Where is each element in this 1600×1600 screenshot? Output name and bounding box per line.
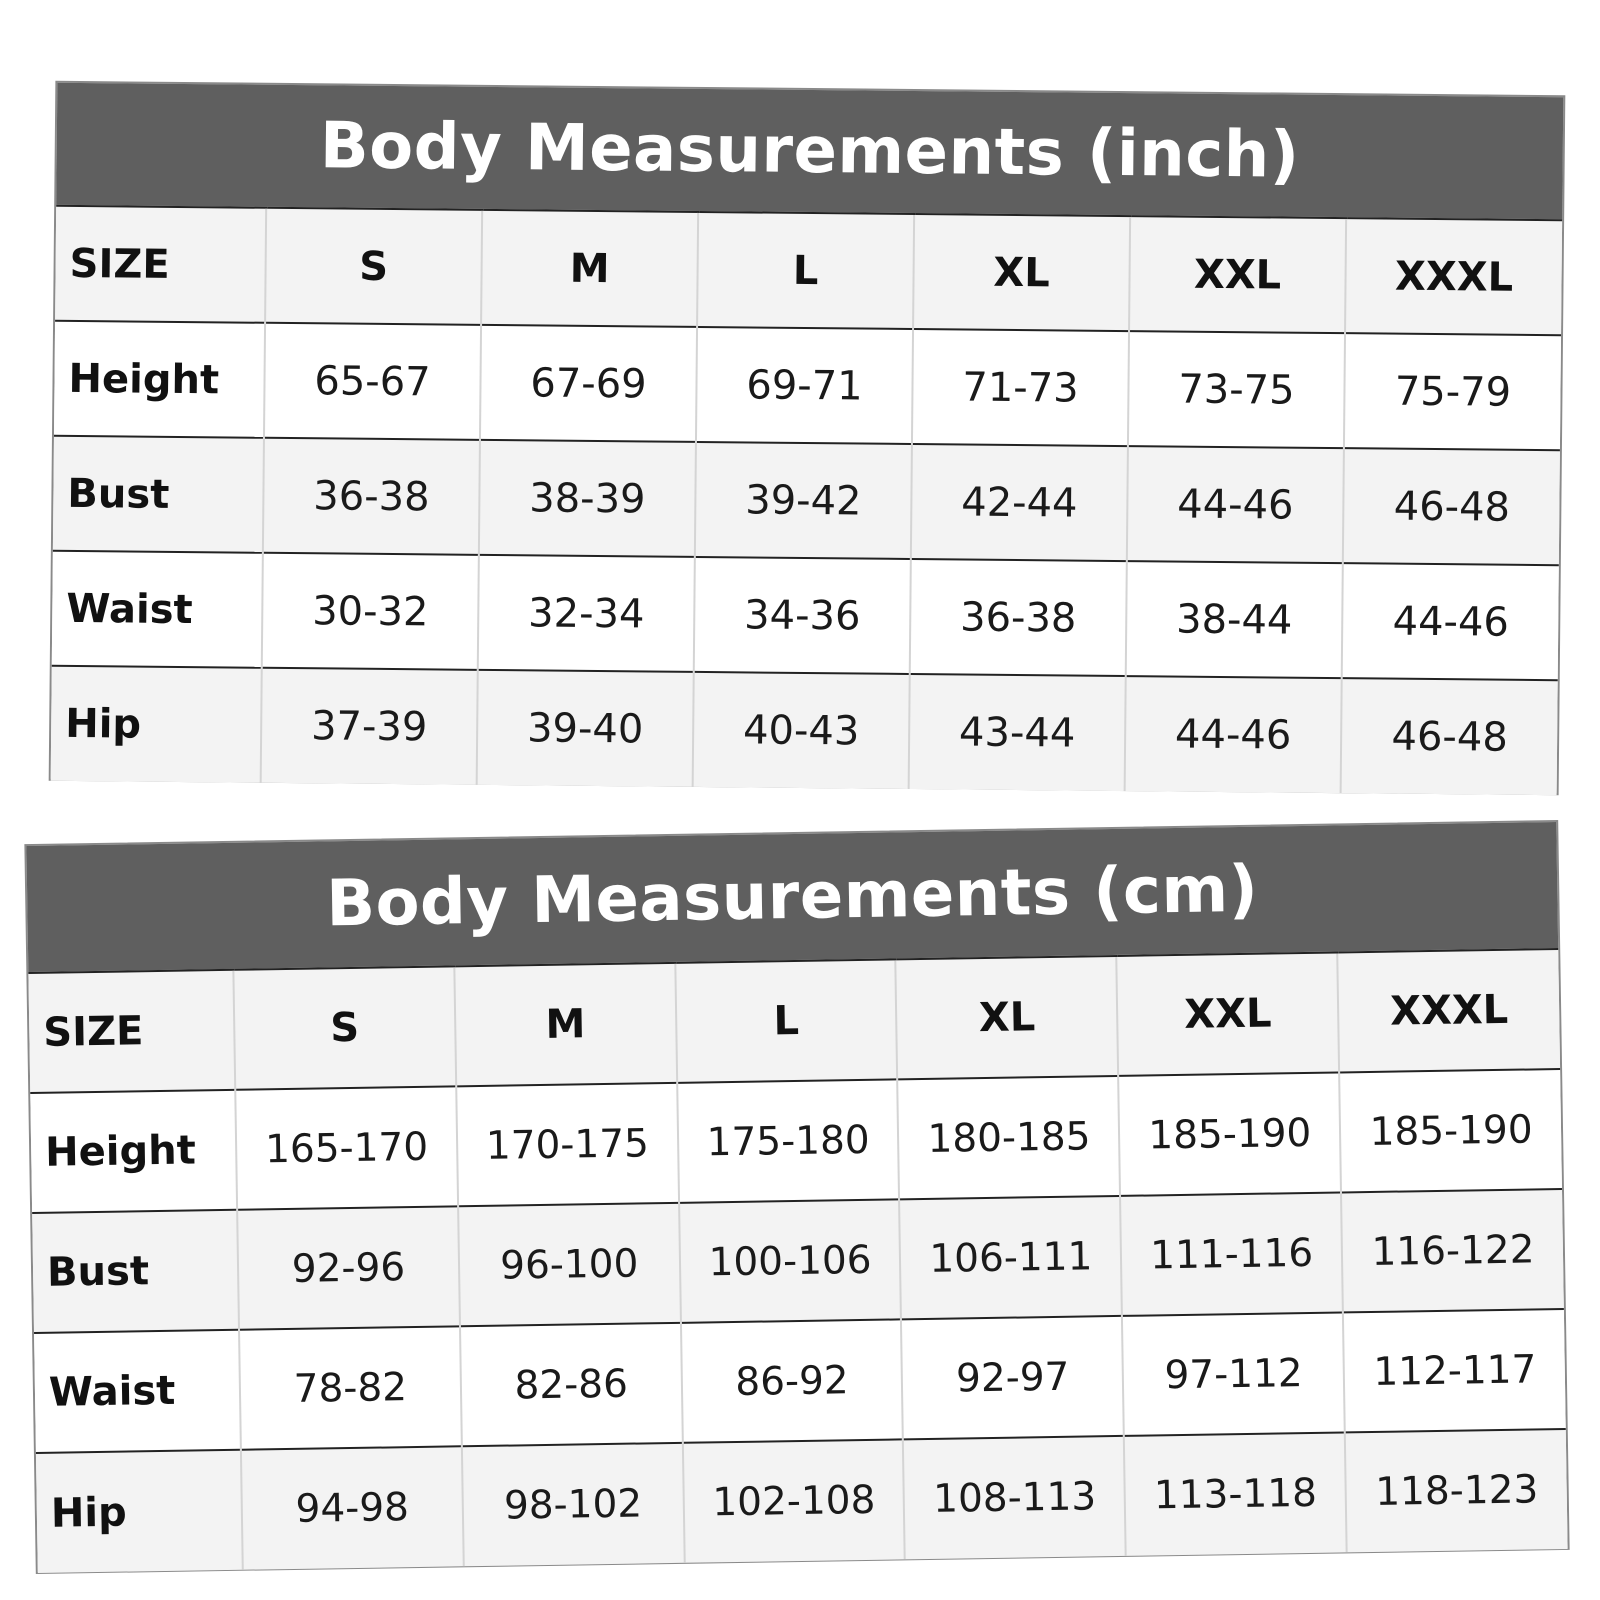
table-cell: 44-46 — [1125, 676, 1342, 793]
table-cell: 38-39 — [479, 440, 696, 557]
table-cell: 44-46 — [1342, 563, 1559, 680]
row-label-waist: Waist — [52, 551, 263, 668]
table-row — [30, 1069, 1562, 1213]
table-cell: 37-39 — [261, 668, 478, 785]
table-cell: 92-97 — [901, 1316, 1124, 1439]
table-cell: 97-112 — [1122, 1312, 1345, 1435]
size-column-header: M — [454, 963, 677, 1086]
table-cell: 175-180 — [677, 1079, 900, 1202]
table-cell: 112-117 — [1343, 1309, 1566, 1432]
row-label-hip: Hip — [36, 1450, 243, 1573]
size-column-header: XL — [913, 214, 1130, 331]
size-column-header: XXXL — [1345, 218, 1562, 335]
table-cell: 116-122 — [1341, 1189, 1564, 1312]
row-label-height: Height — [54, 321, 265, 438]
table-cell: 73-75 — [1128, 331, 1345, 448]
size-column-header: L — [675, 959, 898, 1082]
table-cell: 86-92 — [681, 1319, 904, 1442]
table-cell: 92-96 — [237, 1206, 460, 1329]
size-column-header: L — [697, 212, 914, 329]
table-header-row — [28, 949, 1560, 1093]
row-label-height: Height — [30, 1090, 237, 1213]
table-cell: 180-185 — [898, 1076, 1121, 1199]
table-row — [34, 1309, 1566, 1453]
row-label-bust: Bust — [53, 436, 264, 553]
row-label-hip: Hip — [51, 666, 262, 783]
table-cell: 118-123 — [1345, 1429, 1568, 1552]
table-cell: 46-48 — [1343, 448, 1560, 565]
table-cell: 39-40 — [477, 670, 694, 787]
size-column-header: XL — [896, 956, 1119, 1079]
table-cell: 111-116 — [1120, 1192, 1343, 1315]
table-cell: 36-38 — [910, 559, 1127, 676]
table-cell: 44-46 — [1127, 446, 1344, 563]
size-header-label: SIZE — [28, 970, 235, 1093]
row-label-waist: Waist — [34, 1330, 241, 1453]
table-cell: 106-111 — [900, 1196, 1123, 1319]
size-chart-inch — [49, 81, 1566, 795]
size-column-header: XXL — [1117, 952, 1340, 1075]
table-cell: 65-67 — [264, 323, 481, 440]
table-cell: 69-71 — [696, 327, 913, 444]
size-column-header: XXXL — [1337, 949, 1560, 1072]
table-header-row — [55, 206, 1562, 335]
table-cell: 34-36 — [694, 557, 911, 674]
size-column-header: S — [233, 966, 456, 1089]
table-cell: 113-118 — [1124, 1432, 1347, 1555]
table-cell: 170-175 — [456, 1083, 679, 1206]
table-cell: 42-44 — [911, 444, 1128, 561]
table-cell: 32-34 — [478, 555, 695, 672]
size-table — [28, 948, 1567, 1573]
table-cell: 78-82 — [239, 1326, 462, 1449]
size-table — [51, 205, 1562, 795]
table-row — [52, 551, 1559, 680]
table-cell: 43-44 — [909, 674, 1126, 791]
chart-title: Body Measurements (cm) — [26, 822, 1558, 972]
table-cell: 108-113 — [903, 1436, 1126, 1559]
table-cell: 67-69 — [480, 325, 697, 442]
size-column-header: S — [265, 208, 482, 325]
chart-title: Body Measurements (inch) — [56, 83, 1563, 219]
table-cell: 96-100 — [458, 1203, 681, 1326]
table-cell: 46-48 — [1341, 678, 1558, 795]
table-cell: 100-106 — [679, 1199, 902, 1322]
table-cell: 38-44 — [1126, 561, 1343, 678]
table-cell: 98-102 — [462, 1443, 685, 1566]
size-column-header: M — [481, 210, 698, 327]
table-cell: 102-108 — [683, 1439, 906, 1562]
table-cell: 30-32 — [262, 553, 479, 670]
table-cell: 165-170 — [235, 1086, 458, 1209]
table-row — [32, 1189, 1564, 1333]
size-header-label: SIZE — [55, 206, 266, 323]
table-row — [54, 321, 1561, 450]
table-row — [51, 666, 1558, 795]
table-cell: 36-38 — [263, 438, 480, 555]
table-cell: 75-79 — [1344, 333, 1561, 450]
table-cell: 94-98 — [241, 1446, 464, 1569]
table-cell: 185-190 — [1339, 1069, 1562, 1192]
table-cell: 40-43 — [693, 672, 910, 789]
table-row — [36, 1429, 1568, 1573]
table-cell: 82-86 — [460, 1323, 683, 1446]
table-cell: 39-42 — [695, 442, 912, 559]
table-cell: 71-73 — [912, 329, 1129, 446]
row-label-bust: Bust — [32, 1210, 239, 1333]
size-column-header: XXL — [1129, 216, 1346, 333]
table-row — [53, 436, 1560, 565]
size-chart-cm — [24, 820, 1569, 1574]
table-cell: 185-190 — [1118, 1072, 1341, 1195]
